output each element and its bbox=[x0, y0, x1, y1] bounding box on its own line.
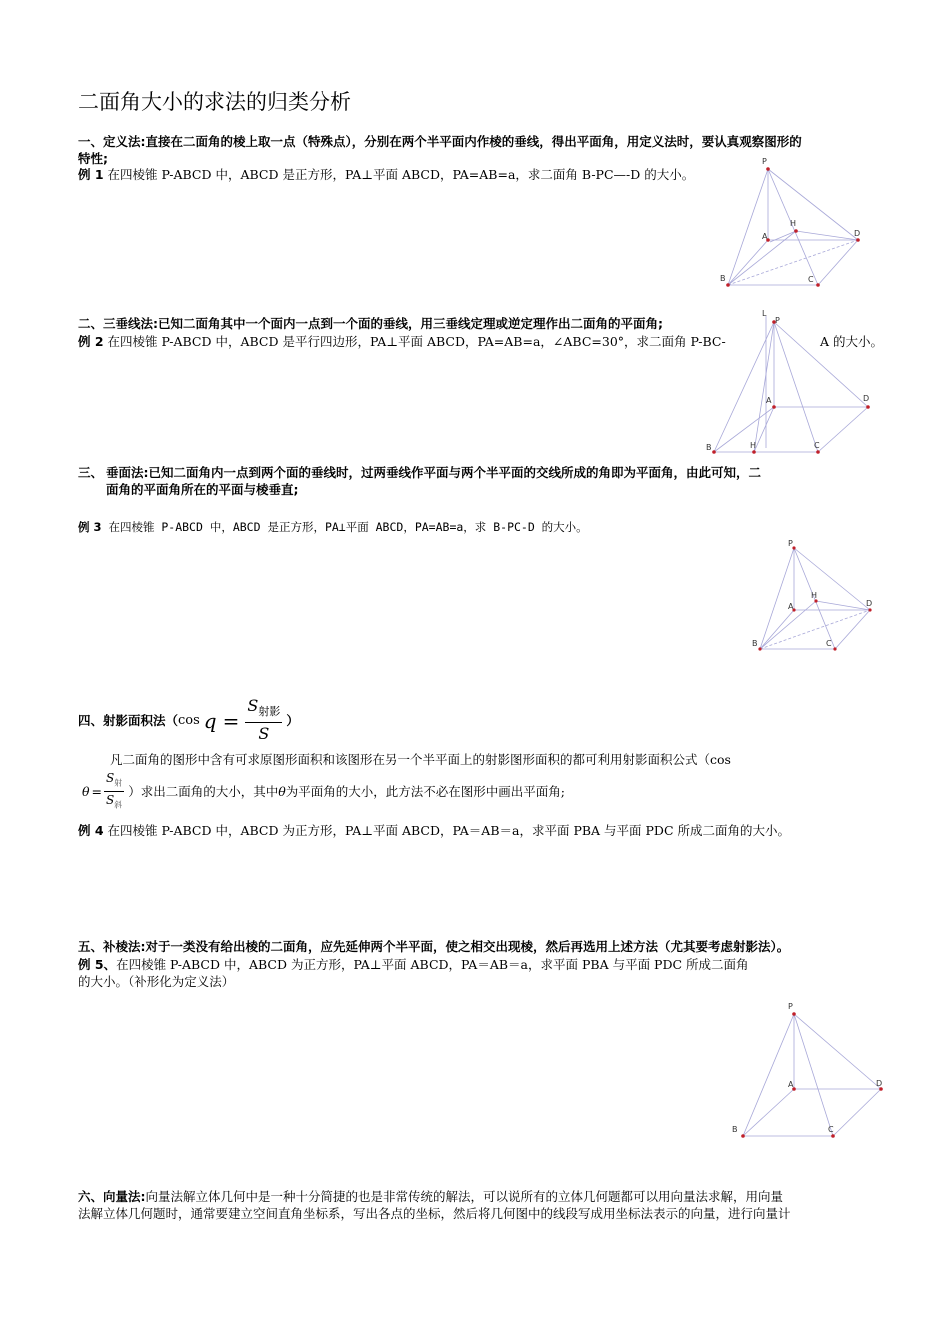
fig2-label-h: H bbox=[750, 441, 757, 450]
section-4-body-a: 凡二面角的图形中含有可求原图形面积和该图形在另一个半平面上的射影图形面积的都可利用射影面积公式（cos bbox=[110, 752, 731, 767]
fig5-label-d: D bbox=[876, 1079, 883, 1088]
section-1-heading: 一、定义法:直接在二面角的棱上取一点（特殊点），分别在两个半平面内作棱的垂线，得出平面角，用定义法时，要认真观察图形的 特性; bbox=[78, 134, 802, 166]
example-5-line-2: 的大小。（补形化为定义法） bbox=[78, 974, 235, 989]
figure-1 bbox=[710, 155, 880, 295]
section-6: 六、向量法:向量法解立体几何中是一种十分简捷的也是非常传统的解法，可以说所有的立体几何题都可以用向量法求解，用向量 法解立体几何题时，通常要建立空间直角坐标系，写出各点的坐标，然后将几何图中的线段写成用坐标法表示的向量，进行向量计 bbox=[78, 1189, 791, 1221]
fig1-label-p: P bbox=[762, 157, 767, 166]
fig5-label-p: P bbox=[788, 1002, 793, 1011]
fig3-label-d: D bbox=[866, 599, 873, 608]
fig3-label-p: P bbox=[788, 539, 793, 548]
fig3-label-h: H bbox=[811, 591, 818, 600]
fig1-label-h: H bbox=[790, 219, 797, 228]
section-3-heading: 垂面法:已知二面角内一点到两个面的垂线时，过两垂线作平面与两个半平面的交线所成的角即为平面角，由此可知，二 面角的平面角所在的平面与棱垂直; bbox=[106, 465, 762, 497]
projection-area-formula: $\frac{S_{射影}}{S}$ bbox=[247, 696, 281, 744]
section-3-num: 三、 bbox=[78, 465, 104, 480]
section-5-heading: 五、补棱法:对于一类没有给出棱的二面角，应先延伸两个半平面，使之相交出现棱，然后再选用上述方法（尤其要考虑射影法）。 bbox=[78, 939, 790, 954]
section-4-heading: 四、射影面积法（ cos q = $\frac{S_{射影}}{S}$ ） bbox=[78, 696, 299, 744]
fig5-label-c: C bbox=[828, 1125, 834, 1134]
fig3-label-b: B bbox=[752, 639, 758, 648]
fig2-label-l: L bbox=[762, 309, 767, 318]
figure-5 bbox=[728, 1000, 888, 1145]
example-3: 例 3 在四棱锥 P-ABCD 中，ABCD 是正方形，PA⊥平面 ABCD，PA=AB=a，求 B-PC-D 的大小。 bbox=[78, 520, 588, 534]
figure-2 bbox=[700, 308, 880, 458]
fig2-label-b: B bbox=[706, 443, 712, 452]
section-2-heading: 二、三垂线法:已知二面角其中一个面内一点到一个面的垂线，用三垂线定理或逆定理作出二面角的平面角; bbox=[78, 316, 663, 331]
page-title: 二面角大小的求法的归类分析 bbox=[78, 90, 351, 114]
fig2-label-c: C bbox=[814, 441, 820, 450]
fig1-label-a: A bbox=[762, 232, 768, 241]
example-2: 例 2 在四棱锥 P-ABCD 中，ABCD 是平行四边形，PA⊥平面 ABCD，PA=AB=a，∠ABC=30°，求二面角 P-BC- bbox=[78, 334, 726, 349]
fig3-label-a: A bbox=[788, 602, 794, 611]
section-4-body-b: θ = $\frac{S_射}{S_斜}$ ）求出二面角的大小，其中 θ 为平面角的大小，此方法不必在图形中画出平面角; bbox=[82, 771, 566, 810]
fig5-label-a: A bbox=[788, 1080, 794, 1089]
example-5: 例 5、在四棱锥 P-ABCD 中，ABCD 为正方形，PA⊥平面 ABCD，PA＝AB＝a，求平面 PBA 与平面 PDC 所成二面角 bbox=[78, 957, 749, 972]
example-1: 例 1 在四棱锥 P-ABCD 中，ABCD 是正方形，PA⊥平面 ABCD，PA=AB=a，求二面角 B-PC—-D 的大小。 bbox=[78, 167, 695, 182]
fig2-label-a: A bbox=[766, 396, 772, 405]
example-4: 例 4 在四棱锥 P-ABCD 中，ABCD 为正方形，PA⊥平面 ABCD，PA＝AB＝a，求平面 PBA 与平面 PDC 所成二面角的大小。 bbox=[78, 823, 790, 838]
fig2-label-d: D bbox=[863, 394, 870, 403]
fig3-label-c: C bbox=[826, 639, 832, 648]
fig1-label-d: D bbox=[854, 229, 861, 238]
example-2-tail: A 的大小。 bbox=[820, 334, 884, 349]
fig1-label-c: C bbox=[808, 275, 814, 284]
fig5-label-b: B bbox=[732, 1125, 738, 1134]
figure-3 bbox=[750, 538, 880, 658]
fig1-label-b: B bbox=[720, 274, 726, 283]
fig2-label-p: P bbox=[775, 316, 780, 325]
